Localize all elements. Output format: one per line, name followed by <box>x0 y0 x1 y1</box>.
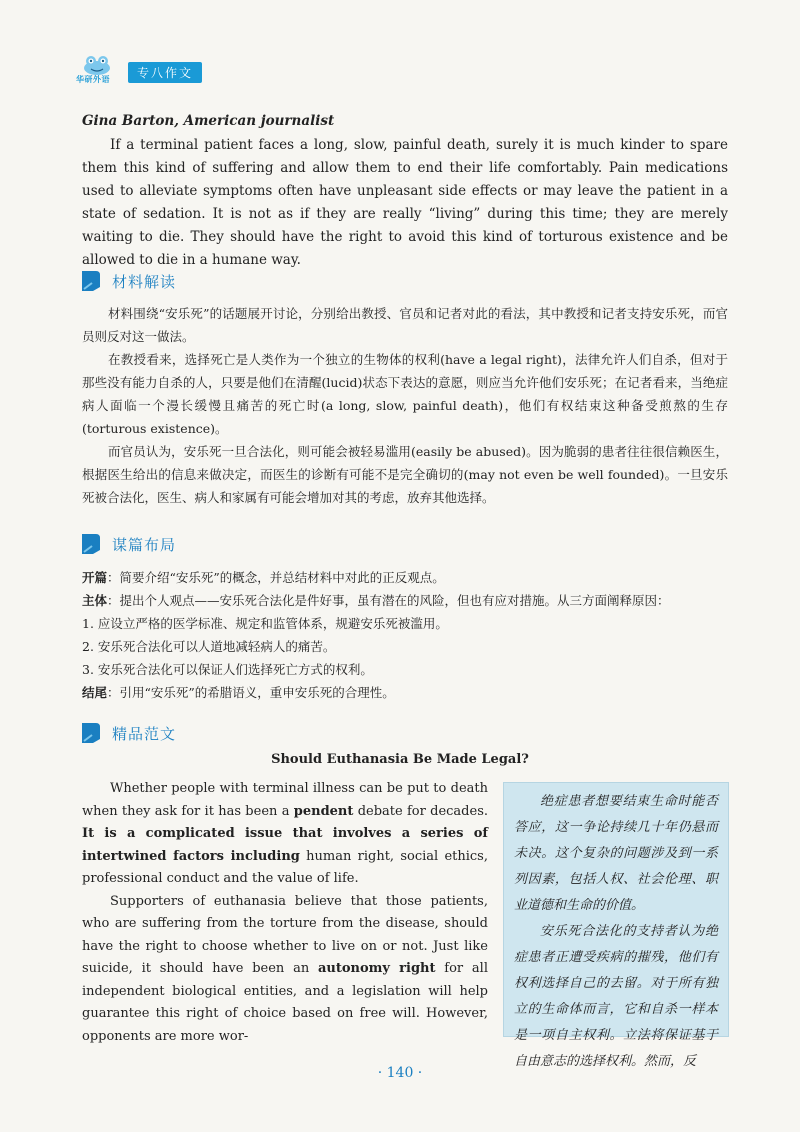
essay-text: debate for decades. <box>353 803 489 819</box>
page-number: · 140 · <box>377 1065 423 1081</box>
essay-text: human right, social ethics, professional conduct and the value of life. <box>82 848 488 886</box>
logo-text: 华研外语 <box>76 75 110 84</box>
opening-line <box>82 566 728 589</box>
essay-text: Supporters of euthanasia believe that those patients, who are suffering from the torture from the disease, should have the right to choose whether to live on or not. Just like suicide, it should have been an <box>82 893 488 976</box>
opening-text: ：简要介绍“安乐死”的概念，并总结材料中对此的正反观点。 <box>107 570 445 585</box>
section-heading-sample <box>80 720 176 746</box>
analysis-paragraph: 在教授看来，选择死亡是人类作为一个独立的生物体的权利(have a legal right)，法律允许人们自杀，但对于那些没有能力自杀的人，只要是他们在清醒(lucid)状态下表达的意愿，则应当允许他们安乐死；在记者看来，当绝症病人面临一个漫长缓慢且痛苦的死亡时(a long, slow, painful death)，他们有权结束这种备受煎熬的生存(torturous existence)。 <box>82 352 728 436</box>
essay-paragraph <box>82 891 488 1049</box>
quote-text: If a terminal patient faces a long, slow, painful death, surely it is much kinder to spare them this kind of suffering and allow them to end their life comfortably. Pain medications used to alleviate symptoms often have unpleasant side effects or may leave the patient in a state of sedation. It is not as if they are really “living” during this time; they are merely waiting to die. They should have the right to avoid this kind of torturous existence and be allowed to die in a humane way. <box>82 137 728 268</box>
body-text: ：提出个人观点——安乐死合法化是件好事，虽有潜在的风险，但也有应对措施。从三方面阐释原因： <box>107 593 670 608</box>
essay-title: Should Euthanasia Be Made Legal? <box>271 752 529 767</box>
analysis-body <box>82 302 728 509</box>
section-heading-structure <box>80 531 176 557</box>
quote-author: Gina Barton, American journalist <box>82 113 335 129</box>
analysis-paragraph: 材料围绕“安乐死”的话题展开讨论，分别给出教授、官员和记者对此的看法，其中教授和记者支持安乐死，而官员则反对这一做法。 <box>82 306 728 344</box>
ending-text: ：引用“安乐死”的希腊语义，重申安乐死的合理性。 <box>107 685 395 700</box>
section-title: 材料解读 <box>112 272 177 291</box>
essay-text: for all independent biological entities, and a legislation will help guarantee this right of choice based on free will. However, opponents are more wor- <box>82 961 488 1044</box>
opening-label: 开篇 <box>82 570 108 585</box>
page-header <box>74 56 202 84</box>
body-line <box>82 589 728 612</box>
essay-paragraph <box>82 778 488 891</box>
section-heading-analysis <box>80 268 176 294</box>
translation-paragraph: 安乐死合法化的支持者认为绝症患者正遭受疾病的摧残，他们有权利选择自己的去留。对于所有独立的生命体而言，它和自杀一样本是一项自主权利。立法将保证基于自由意志的选择权利。然而，反 <box>514 924 718 1069</box>
body-label: 主体 <box>82 593 108 608</box>
quote-block <box>82 134 728 272</box>
section-title: 谋篇布局 <box>112 535 177 554</box>
point-item: 3. 安乐死合法化可以保证人们选择死亡方式的权利。 <box>82 662 373 677</box>
ending-line <box>82 681 728 704</box>
analysis-paragraph: 而官员认为，安乐死一旦合法化，则可能会被轻易滥用(easily be abused)。因为脆弱的患者往往很信赖医生，根据医生给出的信息来做决定，而医生的诊断有可能不是完全确切的(may not even be well founded)。一旦安乐死被合法化，医生、病人和家属有可能会增加对其的考虑，放弃其他选择。 <box>82 444 728 505</box>
section-title: 精品范文 <box>112 724 177 743</box>
essay-body <box>82 778 488 1048</box>
essay-highlight: autonomy right <box>318 961 436 976</box>
frog-logo-icon <box>82 55 112 75</box>
essay-highlight: It is a complicated issue that involves a series of intertwined factors including <box>82 826 488 864</box>
section-badge-icon <box>80 721 102 745</box>
section-badge-icon <box>80 532 102 556</box>
translation-paragraph: 绝症患者想要结束生命时能否答应，这一争论持续几十年仍悬而未决。这个复杂的问题涉及到一系列因素，包括人权、社会伦理、职业道德和生命的价值。 <box>514 794 718 913</box>
point-item: 1. 应设立严格的医学标准、规定和监管体系，规避安乐死被滥用。 <box>82 616 448 631</box>
structure-body <box>82 566 728 704</box>
publisher-logo <box>74 55 126 85</box>
translation-box <box>503 782 729 1069</box>
point-item: 2. 安乐死合法化可以人道地减轻病人的痛苦。 <box>82 639 336 654</box>
category-tag: 专八作文 <box>128 62 202 83</box>
ending-label: 结尾 <box>82 685 108 700</box>
section-badge-icon <box>80 269 102 293</box>
essay-highlight: pendent <box>293 803 354 819</box>
essay-text: Whether people with terminal illness can be put to death when they ask for it has been a <box>82 781 488 819</box>
